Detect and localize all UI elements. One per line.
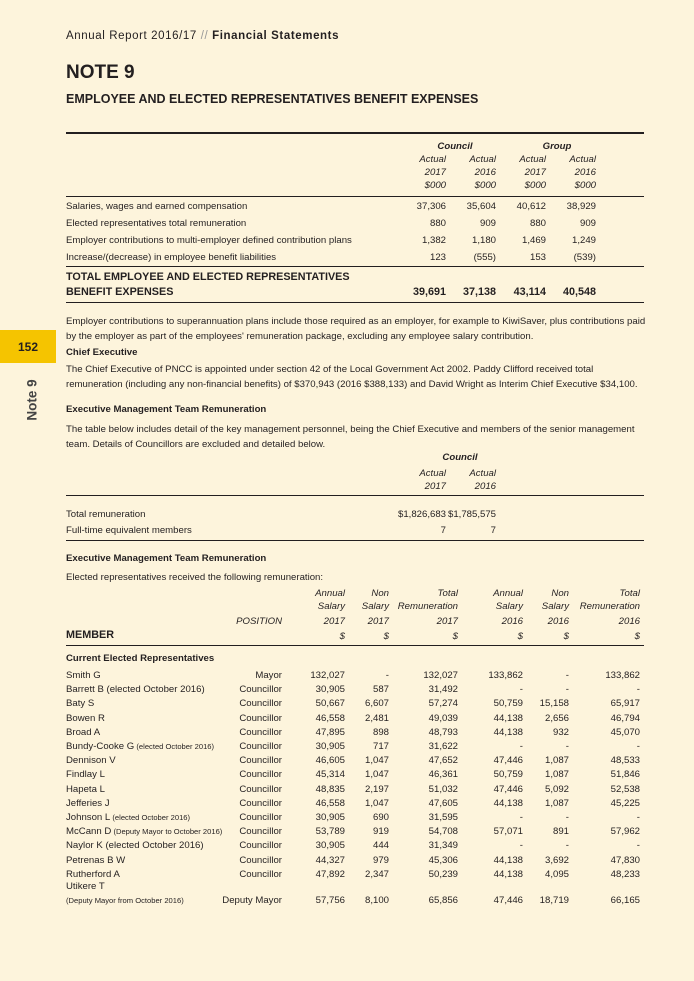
member-name: Jefferies J xyxy=(66,797,110,809)
member-value: 48,793 xyxy=(428,726,458,738)
member-value: 1,087 xyxy=(544,769,569,781)
emt-paragraph: The table below includes detail of the key management personnel, being the Chief Executive and members of the senior management team. Details of Councillors are excluded and detailed below. xyxy=(66,424,635,450)
elected-col-header: Total xyxy=(437,588,458,599)
table1-col-header: $000 xyxy=(474,180,496,191)
member-value: 44,138 xyxy=(493,797,523,809)
member-position: Councillor xyxy=(239,826,282,838)
elected-year-header: 2017 xyxy=(323,616,345,627)
member-value: 57,071 xyxy=(493,826,523,838)
table2-cell: $1,826,683 xyxy=(397,509,446,520)
member-note-line xyxy=(66,895,184,906)
elected-year-header: 2016 xyxy=(618,616,640,627)
member-value: 46,558 xyxy=(315,712,345,724)
member-value: - xyxy=(519,741,523,752)
member-value: 47,605 xyxy=(428,797,458,809)
member-value: 53,789 xyxy=(315,826,345,838)
table1-col-header: 2016 xyxy=(574,167,596,178)
member-value: 57,962 xyxy=(610,826,640,838)
table1-total-rule xyxy=(66,266,644,267)
note-title: NOTE 9 xyxy=(66,62,135,83)
member-name: Bundy-Cooke G (elected October 2016) xyxy=(66,741,215,752)
table1-cell: 35,604 xyxy=(466,201,496,212)
table1-cell: 40,612 xyxy=(516,201,546,212)
table2-col-header: 2017 xyxy=(424,481,446,492)
table1-cell: 123 xyxy=(429,252,446,263)
member-value: 132,027 xyxy=(310,670,345,681)
member-value: 65,917 xyxy=(610,698,640,710)
member-value: 2,197 xyxy=(364,783,389,795)
table1-total-cell: 40,548 xyxy=(562,286,596,298)
elected-unit-header: $ xyxy=(634,631,640,642)
member-value: - xyxy=(565,840,569,852)
council-group-header: Council xyxy=(437,141,473,152)
member-value: 44,138 xyxy=(493,712,523,724)
member-name: Hapeta L xyxy=(66,783,105,795)
table1-cell: 1,249 xyxy=(571,235,596,246)
elected-year-header: 2016 xyxy=(547,616,569,627)
member-value: 919 xyxy=(372,826,389,838)
member-value: - xyxy=(636,741,640,752)
member-value: 2,347 xyxy=(364,868,389,880)
header-separator: // xyxy=(200,30,209,42)
elected-unit-header: $ xyxy=(339,631,345,642)
table2-row-label: Total remuneration xyxy=(66,509,146,520)
member-value: 45,306 xyxy=(428,854,458,866)
table1-cell: 880 xyxy=(529,218,546,229)
table1-total-cell: 37,138 xyxy=(462,286,496,298)
member-name: Smith G xyxy=(66,670,101,681)
member-value: 46,361 xyxy=(428,769,458,781)
member-value: - xyxy=(636,684,640,696)
member-value: 47,830 xyxy=(610,854,640,866)
member-value: 133,862 xyxy=(488,670,523,681)
member-value: 47,446 xyxy=(493,755,523,767)
table2-col-header: 2016 xyxy=(474,481,496,492)
table1-col-header: 2017 xyxy=(424,167,446,178)
section-title: Financial Statements xyxy=(212,30,340,42)
table2-group-header: Council xyxy=(442,452,478,463)
table1-total-cell: 39,691 xyxy=(412,286,446,298)
member-value: 4,095 xyxy=(544,868,569,880)
member-value: - xyxy=(519,684,523,696)
member-position: Councillor xyxy=(239,868,282,880)
member-value: 50,759 xyxy=(493,769,523,781)
member-note: (elected October 2016) xyxy=(110,813,191,822)
elected-col-header: Remuneration xyxy=(579,601,640,612)
member-col-header: MEMBER xyxy=(66,629,114,641)
member-value: 57,756 xyxy=(315,895,345,906)
elected-col-header: Annual xyxy=(493,588,523,599)
member-value: 30,905 xyxy=(315,741,345,752)
table1-col-header: Actual xyxy=(519,154,546,165)
elected-year-header: 2017 xyxy=(367,616,389,627)
elected-intro: Elected representatives received the following remuneration: xyxy=(66,572,324,583)
table1-cell: 37,306 xyxy=(416,201,446,212)
member-value: 891 xyxy=(552,826,569,838)
member-value: 45,070 xyxy=(610,726,640,738)
member-value: 44,138 xyxy=(493,854,523,866)
member-position: Councillor xyxy=(239,755,282,767)
member-value: 31,622 xyxy=(428,741,458,752)
emt-heading: Executive Management Team Remuneration xyxy=(66,404,267,415)
elected-col-header: Non xyxy=(371,588,389,599)
member-value: 1,087 xyxy=(544,797,569,809)
table1-row-label: Salaries, wages and earned compensation xyxy=(66,201,248,212)
member-position: Councillor xyxy=(239,783,282,795)
member-value: 45,314 xyxy=(315,769,345,781)
member-position: Councillor xyxy=(239,812,282,823)
member-name: Utikere T xyxy=(66,881,105,892)
table1-total-cell: 43,114 xyxy=(513,286,546,298)
member-position: Councillor xyxy=(239,698,282,710)
member-name: Petrenas B W xyxy=(66,854,126,866)
member-value: 979 xyxy=(372,854,389,866)
group-group-header: Group xyxy=(542,141,572,152)
table1-cell: 909 xyxy=(579,218,596,229)
member-value: 46,605 xyxy=(315,755,345,767)
member-value: - xyxy=(565,684,569,696)
member-value: 587 xyxy=(372,684,389,696)
table2-col-header: Actual xyxy=(419,468,446,479)
chief-executive-heading: Chief Executive xyxy=(66,347,138,358)
member-note: (elected October 2016) xyxy=(134,742,215,751)
elected-unit-header: $ xyxy=(517,631,523,642)
member-value: 50,667 xyxy=(315,698,345,710)
table1-col-header: Actual xyxy=(469,154,496,165)
member-value: 48,233 xyxy=(610,868,640,880)
member-value: 31,595 xyxy=(428,812,458,823)
member-position: Councillor xyxy=(239,769,282,781)
member-position: Councillor xyxy=(239,712,282,724)
member-value: 2,656 xyxy=(544,712,569,724)
member-value: 44,138 xyxy=(493,868,523,880)
member-name: Johnson L (elected October 2016) xyxy=(66,812,191,823)
member-value: 1,047 xyxy=(364,769,389,781)
member-value: 47,446 xyxy=(493,783,523,795)
table1-col-header: $000 xyxy=(574,180,596,191)
member-value: 31,349 xyxy=(428,840,458,852)
elected-col-header: Total xyxy=(619,588,640,599)
member-position: Councillor xyxy=(239,684,282,696)
member-value: 66,165 xyxy=(610,895,640,906)
member-value: 2,481 xyxy=(364,712,389,724)
member-name: Dennison V xyxy=(66,755,116,767)
elected-header-rule xyxy=(66,645,644,646)
member-value: 47,892 xyxy=(315,868,345,880)
position-col-header: POSITION xyxy=(236,616,282,627)
side-note-label: Note 9 xyxy=(24,379,40,421)
member-name: Findlay L xyxy=(66,769,105,781)
member-value: 47,446 xyxy=(493,895,523,906)
member-position: Councillor xyxy=(239,741,282,752)
member-position: Councillor xyxy=(239,797,282,809)
member-value: 44,138 xyxy=(493,726,523,738)
total-label-line2: BENEFIT EXPENSES xyxy=(66,286,174,298)
member-value: 898 xyxy=(372,726,389,738)
member-name: Rutherford A xyxy=(66,868,120,880)
member-name: Bowen R xyxy=(66,712,105,724)
member-value: 51,846 xyxy=(610,769,640,781)
elected-unit-header: $ xyxy=(383,631,389,642)
table1-col-header: 2017 xyxy=(524,167,546,178)
member-position: Councillor xyxy=(239,854,282,866)
member-value: 65,856 xyxy=(428,895,458,906)
chief-executive-paragraph: The Chief Executive of PNCC is appointed under section 42 of the Local Government Act 2002. Paddy Clifford received total remuneration (including any non-financial benefits) of $370,943 (2016 $388,133) and David Wright as Interim Chief Executive $34,100. xyxy=(66,364,638,390)
elected-year-header: 2017 xyxy=(436,616,458,627)
member-position: Mayor xyxy=(255,670,282,681)
member-value: 48,533 xyxy=(610,755,640,767)
table1-cell: 909 xyxy=(479,218,496,229)
elected-year-header: 2016 xyxy=(501,616,523,627)
table1-col-header: Actual xyxy=(419,154,446,165)
elected-col-header: Salary xyxy=(541,601,569,612)
member-value: 50,759 xyxy=(493,698,523,710)
table1-cell: 153 xyxy=(529,252,546,263)
member-value: 47,895 xyxy=(315,726,345,738)
member-value: 6,607 xyxy=(364,698,389,710)
table1-cell: 1,382 xyxy=(421,235,446,246)
report-title: Annual Report 2016/17 xyxy=(66,30,197,42)
member-value: 49,039 xyxy=(428,712,458,724)
elected-unit-header: $ xyxy=(563,631,569,642)
member-value: 30,905 xyxy=(315,840,345,852)
member-value: 3,692 xyxy=(544,854,569,866)
elected-unit-header: $ xyxy=(452,631,458,642)
table1-col-header: 2016 xyxy=(474,167,496,178)
total-label-line1: TOTAL EMPLOYEE AND ELECTED REPRESENTATIVES xyxy=(66,271,350,283)
table1-top-rule xyxy=(66,132,644,134)
table1-cell: (539) xyxy=(573,252,596,263)
table2-cell: 7 xyxy=(490,525,496,536)
table1-row-label: Increase/(decrease) in employee benefit liabilities xyxy=(66,252,277,263)
member-name: Baty S xyxy=(66,698,95,710)
table2-col-header: Actual xyxy=(469,468,496,479)
member-value: 47,652 xyxy=(428,755,458,767)
member-value: 690 xyxy=(372,812,389,823)
member-value: - xyxy=(636,812,640,823)
elected-col-header: Remuneration xyxy=(397,601,458,612)
elected-col-header: Non xyxy=(551,588,569,599)
member-value: 44,327 xyxy=(315,854,345,866)
member-note: (Deputy Mayor to October 2016) xyxy=(111,827,223,837)
running-header xyxy=(66,30,339,42)
member-value: 46,558 xyxy=(315,797,345,809)
member-value: - xyxy=(519,812,523,823)
member-value: - xyxy=(565,670,569,681)
member-value: 1,087 xyxy=(544,755,569,767)
member-value: 48,835 xyxy=(315,783,345,795)
elected-col-header: Salary xyxy=(317,601,345,612)
member-value: - xyxy=(636,840,640,852)
table1-cell: (555) xyxy=(473,252,496,263)
member-value: 30,905 xyxy=(315,812,345,823)
table2-cell: $1,785,575 xyxy=(447,509,496,520)
table2-header-rule xyxy=(66,495,644,496)
member-note: (Deputy Mayor from October 2016) xyxy=(66,896,184,905)
table1-cell: 1,469 xyxy=(521,235,546,246)
member-value: 444 xyxy=(372,840,389,852)
member-position: Deputy Mayor xyxy=(222,895,282,906)
member-value: 45,225 xyxy=(610,797,640,809)
member-value: 51,032 xyxy=(428,783,458,795)
member-value: 1,047 xyxy=(364,755,389,767)
table1-cell: 38,929 xyxy=(566,201,596,212)
member-value: 132,027 xyxy=(423,670,458,681)
member-value: 54,708 xyxy=(428,826,458,838)
table1-cell: 1,180 xyxy=(471,235,496,246)
table1-col-header: $000 xyxy=(424,180,446,191)
member-name: Naylor K (elected October 2016) xyxy=(66,840,204,852)
member-value: 30,905 xyxy=(315,684,345,696)
elected-heading: Executive Management Team Remuneration xyxy=(66,553,267,564)
table2-cell: 7 xyxy=(440,525,446,536)
member-name: Broad A xyxy=(66,726,101,738)
elected-col-header: Annual xyxy=(315,588,345,599)
member-value: - xyxy=(519,840,523,852)
table2-bottom-rule xyxy=(66,540,644,541)
table1-col-header: Actual xyxy=(569,154,596,165)
member-value: 5,092 xyxy=(544,783,569,795)
member-value: - xyxy=(565,812,569,823)
member-value: 15,158 xyxy=(539,698,569,710)
member-value: 50,239 xyxy=(428,868,458,880)
member-value: 717 xyxy=(372,741,389,752)
member-value: 1,047 xyxy=(364,797,389,809)
current-elected-subheading: Current Elected Representatives xyxy=(66,653,215,664)
table1-header-rule xyxy=(66,196,644,197)
note-subtitle: EMPLOYEE AND ELECTED REPRESENTATIVES BENEFIT EXPENSES xyxy=(66,92,479,106)
table1-row-label: Elected representatives total remuneration xyxy=(66,218,247,229)
member-position: Councillor xyxy=(239,840,282,852)
page-number: 152 xyxy=(17,340,39,354)
elected-col-header: Salary xyxy=(495,601,523,612)
elected-col-header: Salary xyxy=(361,601,389,612)
member-value: 18,719 xyxy=(539,895,569,906)
member-value: 133,862 xyxy=(605,670,640,681)
member-position: Councillor xyxy=(239,726,282,738)
member-value: 57,274 xyxy=(428,698,458,710)
member-name: McCann D (Deputy Mayor to October 2016) xyxy=(66,826,223,838)
table1-row-label: Employer contributions to multi-employer defined contribution plans xyxy=(66,235,352,246)
table1-bottom-rule xyxy=(66,302,644,303)
member-value: 46,794 xyxy=(610,712,640,724)
member-value: 52,538 xyxy=(610,783,640,795)
member-value: 932 xyxy=(552,726,569,738)
member-value: - xyxy=(385,670,389,681)
member-value: - xyxy=(565,741,569,752)
table2-row-label: Full-time equivalent members xyxy=(66,525,192,536)
member-name: Barrett B (elected October 2016) xyxy=(66,684,205,696)
table1-cell: 880 xyxy=(429,218,446,229)
member-value: 8,100 xyxy=(364,895,389,906)
employer-contributions-paragraph: Employer contributions to superannuation plans include those required as an employer, for example to KiwiSaver, plus contributions paid by the employer as part of the employees' remuneration package, excluding any employee salary contribution. xyxy=(66,316,646,342)
table1-col-header: $000 xyxy=(524,180,546,191)
member-value: 31,492 xyxy=(428,684,458,696)
